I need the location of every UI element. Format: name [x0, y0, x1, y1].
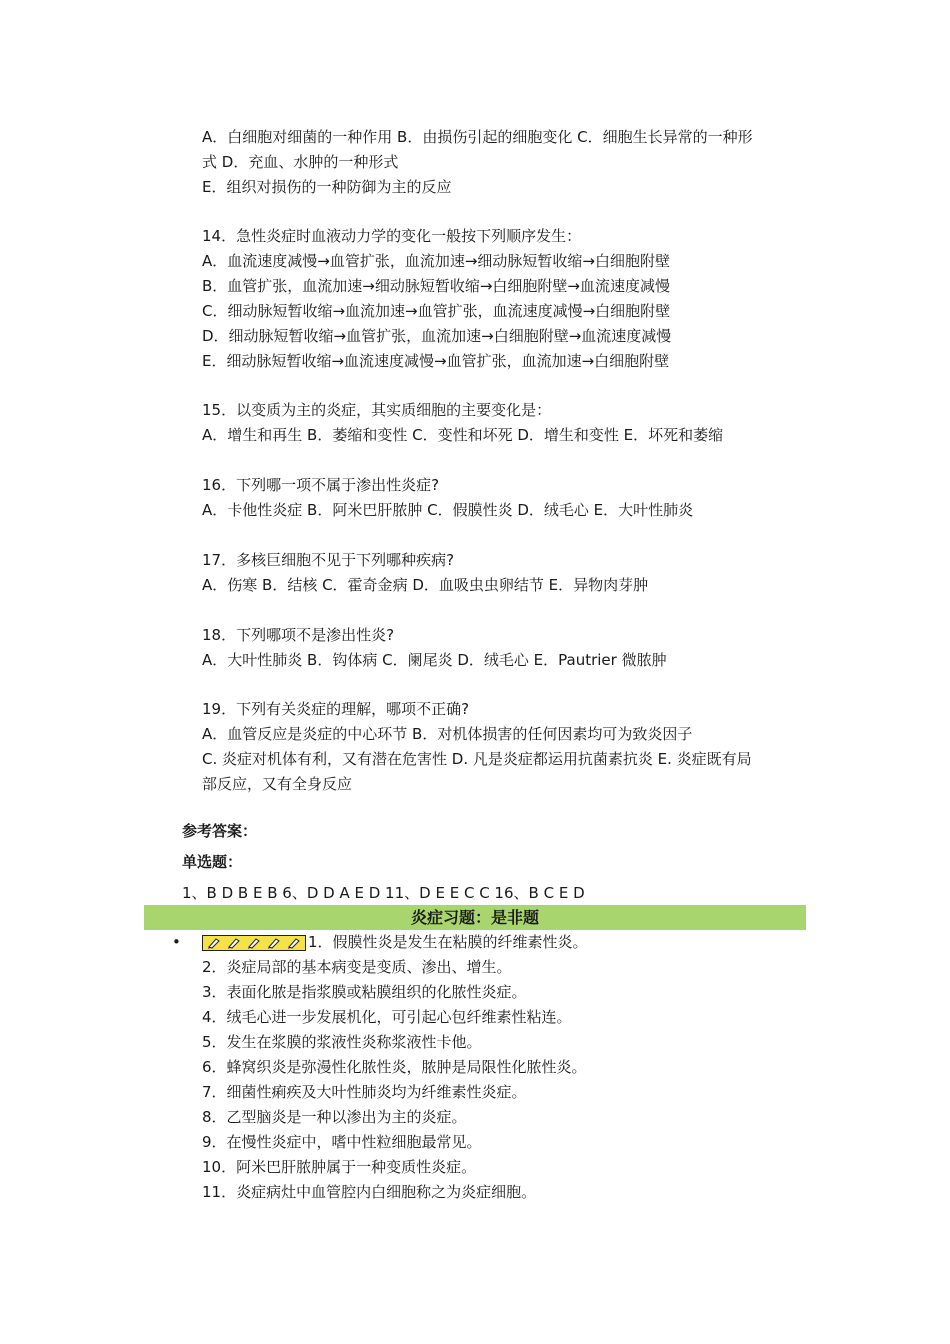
question-option: 部反应，又有全身反应 [202, 775, 353, 793]
question-option: A．血流速度减慢→血管扩张，血流加速→细动脉短暂收缩→白细胞附壁 [202, 252, 670, 270]
answer-key [182, 819, 802, 906]
bullet-marker: • [172, 933, 181, 951]
pencil-icon [264, 936, 284, 950]
answer-line: 1、B D B E B 6、D D A E D 11、D E E C C 16、B C E D [182, 884, 585, 902]
tf-item-text: 1．假膜性炎是发生在粘膜的纤维素性炎。 [308, 933, 588, 951]
question-stem: 17．多核巨细胞不见于下列哪种疾病? [202, 551, 455, 569]
answer-subheading: 单选题： [182, 853, 243, 871]
question-options: A．增生和再生 B．萎缩和变性 C．变性和坏死 D．增生和变性 E．坏死和萎缩 [202, 426, 724, 444]
list-item: 11．炎症病灶中血管腔内白细胞称之为炎症细胞。 [202, 1183, 537, 1201]
pencil-icon [224, 936, 244, 950]
list-item: 8．乙型脑炎是一种以渗出为主的炎症。 [202, 1108, 467, 1126]
list-item: 2．炎症局部的基本病变是变质、渗出、增生。 [202, 958, 512, 976]
question-line: 式 D．充血、水肿的一种形式 [202, 153, 399, 171]
section-title-bar: 炎症习题：是非题 [144, 905, 806, 930]
question-options: A．伤寒 B．结核 C．霍奇金病 D．血吸虫虫卵结节 E．异物肉芽肿 [202, 576, 649, 594]
question-options: A．大叶性肺炎 B．钩体病 C．阑尾炎 D．绒毛心 E．Pautrier 微脓肿 [202, 651, 667, 669]
question-stem: 14．急性炎症时血液动力学的变化一般按下列顺序发生： [202, 227, 582, 245]
question-13-options [202, 125, 814, 200]
question-19 [202, 697, 814, 797]
question-option: C．细动脉短暂收缩→血流加速→血管扩张，血流速度减慢→白细胞附壁 [202, 302, 671, 320]
pencil-icon [284, 936, 304, 950]
question-stem: 19．下列有关炎症的理解，哪项不正确? [202, 700, 470, 718]
question-stem: 16．下列哪一项不属于渗出性炎症? [202, 476, 440, 494]
question-option: C. 炎症对机体有利，又有潜在危害性 D. 凡是炎症都运用抗菌素抗炎 E. 炎症既有局 [202, 750, 752, 768]
question-option: E．细动脉短暂收缩→血流速度减慢→血管扩张，血流加速→白细胞附壁 [202, 352, 670, 370]
list-item: 10．阿米巴肝脓肿属于一种变质性炎症。 [202, 1158, 477, 1176]
question-18 [202, 623, 814, 673]
list-item: 3．表面化脓是指浆膜或粘膜组织的化脓性炎症。 [202, 983, 527, 1001]
question-line: A．白细胞对细菌的一种作用 B．由损伤引起的细胞变化 C．细胞生长异常的一种形 [202, 128, 753, 146]
question-options: A．卡他性炎症 B．阿米巴肝脓肿 C．假膜性炎 D．绒毛心 E．大叶性肺炎 [202, 501, 694, 519]
list-item: 7．细菌性痢疾及大叶性肺炎均为纤维素性炎症。 [202, 1083, 527, 1101]
true-false-list [202, 930, 802, 1205]
pencil-icon [204, 936, 224, 950]
list-item: 4．绒毛心进一步发展机化，可引起心包纤维素性粘连。 [202, 1008, 572, 1026]
question-option: B．血管扩张，血流加速→细动脉短暂收缩→白细胞附壁→血流速度减慢 [202, 277, 670, 295]
pencil-icon-strip [202, 935, 306, 951]
list-item: 9．在慢性炎症中，嗜中性粒细胞最常见。 [202, 1133, 482, 1151]
question-17 [202, 548, 814, 598]
pencil-icon [244, 936, 264, 950]
question-15 [202, 398, 814, 448]
list-item [202, 930, 802, 955]
question-16 [202, 473, 814, 523]
list-item: 5．发生在浆膜的浆液性炎称浆液性卡他。 [202, 1033, 482, 1051]
question-option: A．血管反应是炎症的中心环节 B．对机体损害的任何因素均可为致炎因子 [202, 725, 693, 743]
question-stem: 18．下列哪项不是渗出性炎? [202, 626, 395, 644]
list-item: 6．蜂窝织炎是弥漫性化脓性炎，脓肿是局限性化脓性炎。 [202, 1058, 587, 1076]
question-14 [202, 224, 814, 374]
question-stem: 15．以变质为主的炎症，其实质细胞的主要变化是： [202, 401, 552, 419]
question-line: E．组织对损伤的一种防御为主的反应 [202, 178, 452, 196]
question-option: D．细动脉短暂收缩→血管扩张，血流加速→白细胞附壁→血流速度减慢 [202, 327, 672, 345]
answer-heading: 参考答案： [182, 822, 258, 840]
